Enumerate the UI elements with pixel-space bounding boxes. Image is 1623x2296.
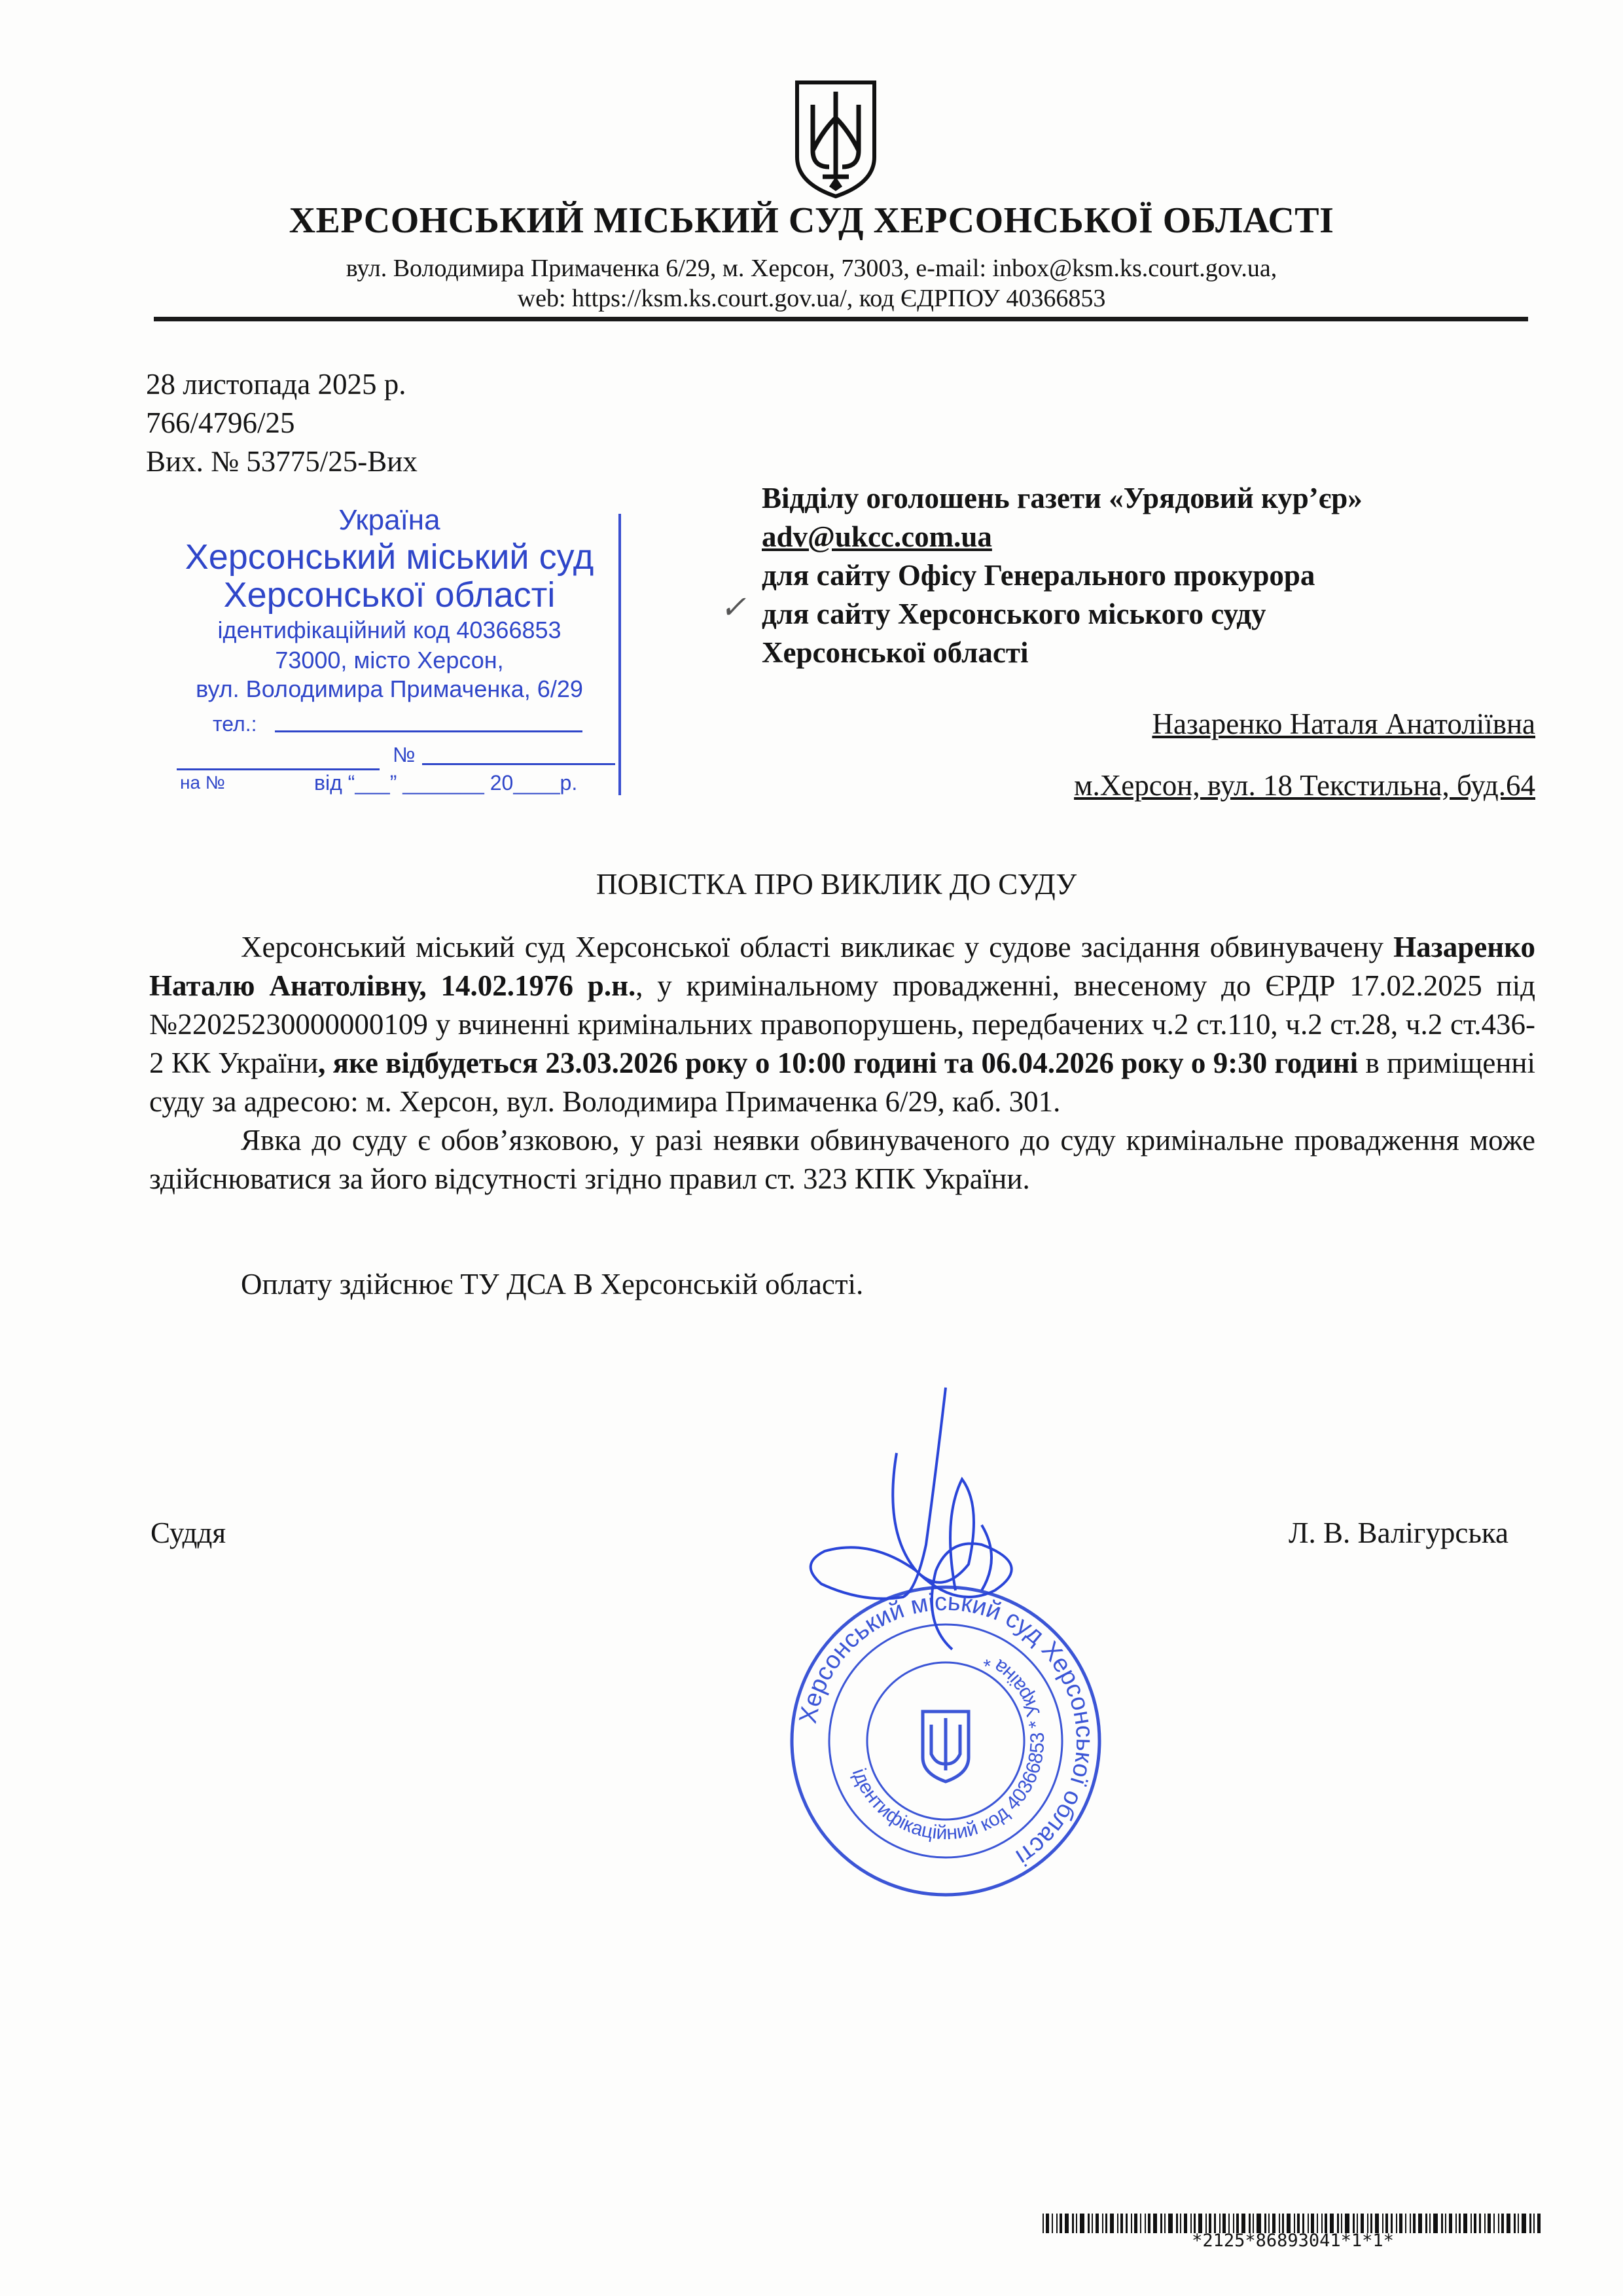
- paragraph-summons: [149, 928, 1535, 1121]
- handwritten-signature: [785, 1374, 1080, 1669]
- stamp-line: 73000, місто Херсон,: [275, 647, 504, 673]
- recipient-court-site-cont: Херсонської області: [762, 636, 1029, 669]
- svg-text:ідентифікаційний код 40366853: ідентифікаційний код 40366853 * Україна *: [847, 1648, 1049, 1844]
- outgoing-number: Вих. № 53775/25-Вих: [146, 445, 418, 478]
- case-number: 766/4796/25: [146, 406, 295, 439]
- checkmark: ✓: [720, 590, 747, 625]
- document-title: ПОВІСТКА ПРО ВИКЛИК ДО СУДУ: [596, 868, 1077, 901]
- court-name-heading: ХЕРСОНСЬКИЙ МІСЬКИЙ СУД ХЕРСОНСЬКОЇ ОБЛАСТІ: [289, 200, 1334, 241]
- court-web: web: https://ksm.ks.court.gov.ua/, код ЄДРПОУ 40366853: [517, 285, 1106, 312]
- recipients-block: [762, 479, 1363, 672]
- document-date: 28 листопада 2025 р.: [146, 368, 406, 401]
- stamp-tel-label: тел.:: [213, 712, 257, 736]
- stamp-number-label: №: [393, 743, 416, 766]
- stamp-line: вул. Володимира Примаченка, 6/29: [196, 675, 583, 702]
- text: в приміщенні суду за адресою: м. Херсон, вул. Володимира Примаченка 6/29, каб. 301.: [149, 1047, 1536, 1118]
- recipient-email[interactable]: adv@ukcc.com.ua: [762, 520, 992, 553]
- hearing-dates: , яке відбудеться 23.03.2026 року о 10:00 годині та 06.04.2026 року о 9:30 годині: [318, 1047, 1359, 1079]
- barcode-text: *2125*86893041*1*1*: [1192, 2231, 1394, 2251]
- stamp-date-label: від “___” _______ 20____р.: [314, 771, 578, 795]
- paragraph-attendance: Явка до суду є обов’язковою, у разі неявки обвинуваченого до суду кримінальне провадження може здійснюватися за його відсутності згідно правил ст. 323 КПК України.: [149, 1124, 1535, 1195]
- document-body: [149, 928, 1535, 1198]
- paragraph-payment: Оплату здійснює ТУ ДСА В Херсонській області.: [241, 1268, 864, 1300]
- addressee-address: м.Херсон, вул. 18 Текстильна, буд.64: [1074, 769, 1535, 802]
- recipient-prosecutor: для сайту Офісу Генерального прокурора: [762, 559, 1315, 592]
- stamp-line: Херсонської області: [223, 575, 556, 615]
- court-address: вул. Володимира Примаченка 6/29, м. Херсон, 73003, e-mail: inbox@ksm.ks.court.gov.ua,: [346, 255, 1277, 282]
- header-divider: [154, 317, 1528, 321]
- text: Херсонський міський суд Херсонської області викликає у судове засідання обвинувачену: [241, 931, 1394, 963]
- recipient-court-site: для сайту Херсонського міського суду: [762, 598, 1266, 630]
- defendant-name: Назаренко Наталю Анатолівну, 14.02.1976 р.н.: [149, 931, 1535, 1002]
- stamp-line: ідентифікаційний код 40366853: [217, 617, 562, 643]
- svg-text:Херсонський міський суд Херсон: Херсонський міський суд Херсонської області: [794, 1588, 1099, 1871]
- stamp-ref-label: на №: [180, 772, 225, 793]
- text: , у кримінальному провадженні, внесеному до ЄРДР 17.02.2025 під №22025230000000109 у вчиненні кримінальних правопорушень, передбачених ч.2 ст.110, ч.2 ст.28, ч.2 ст.436-2 КК України: [149, 969, 1535, 1079]
- registration-stamp: [164, 504, 625, 802]
- stamp-line: Україна: [338, 504, 440, 536]
- stamp-line: Херсонський міський суд: [185, 537, 594, 577]
- judge-name: Л. В. Валігурська: [1289, 1516, 1508, 1549]
- judge-role: Суддя: [151, 1516, 226, 1549]
- recipient-newspaper: Відділу оголошень газети «Урядовий кур’єр»: [762, 482, 1363, 514]
- coat-of-arms-icon: [793, 79, 878, 200]
- document-meta: [146, 365, 418, 481]
- addressee-name: Назаренко Наталя Анатоліївна: [1152, 708, 1535, 740]
